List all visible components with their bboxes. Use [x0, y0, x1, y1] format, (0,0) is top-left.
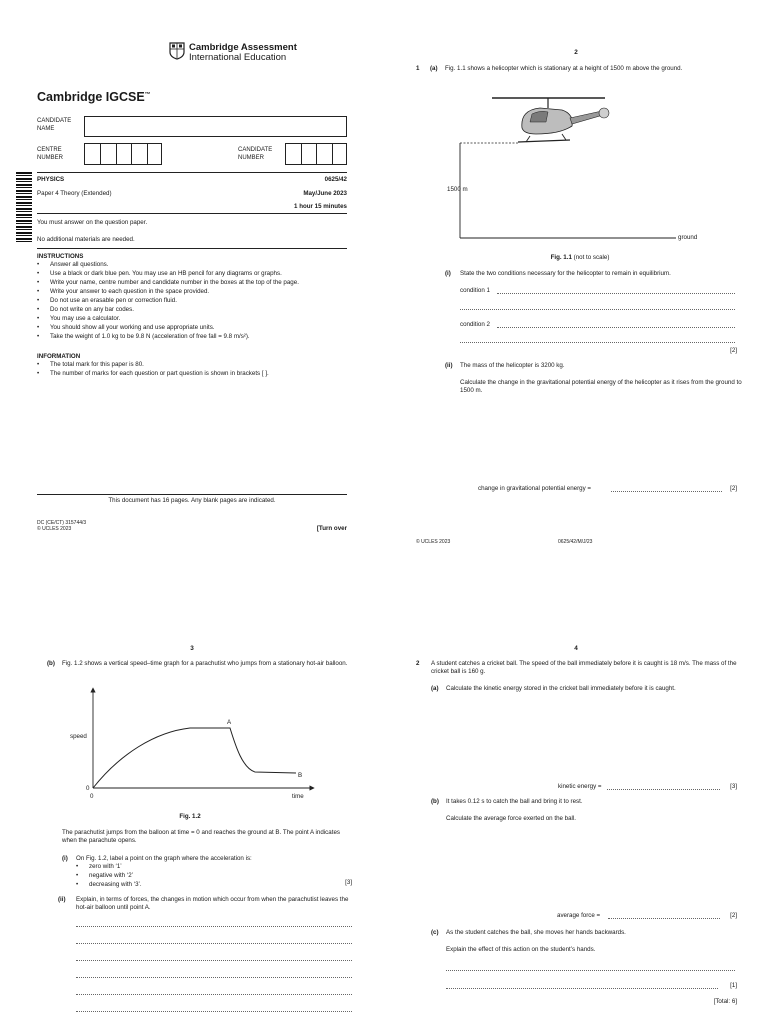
part-label: (a)	[430, 65, 438, 72]
footer-code: 0625/42/M/J/23	[558, 539, 593, 545]
cambridge-logo	[169, 42, 185, 60]
page-number: 2	[574, 49, 578, 56]
reference-code: DC (CE/CT) 315744/3	[37, 520, 87, 526]
crest-icon	[169, 42, 185, 60]
marks: [2]	[730, 485, 737, 492]
copyright: © UCLES 2023	[37, 526, 72, 532]
brand-title	[37, 90, 151, 106]
sub-part-label: (i)	[445, 270, 451, 277]
candidate-number-label: CANDIDATE NUMBER	[238, 147, 273, 161]
materials-note: No additional materials are needed.	[37, 236, 135, 243]
rule-footer	[37, 494, 347, 495]
candidate-number-field[interactable]	[285, 143, 347, 165]
ground-label: ground	[678, 234, 698, 241]
answer-line[interactable]	[611, 491, 722, 492]
brand-name: Cambridge IGCSE	[37, 90, 145, 104]
sub-part-label: (i)	[62, 855, 68, 862]
x-axis-label: time	[292, 793, 304, 800]
answer-line[interactable]	[446, 970, 735, 971]
helicopter-diagram	[440, 88, 740, 248]
instruction-item: • Answer all questions.	[37, 261, 347, 269]
question-number: 1	[416, 65, 420, 72]
sub-part-text: State the two conditions necessary for the helicopter to remain in equilibrium.	[460, 270, 671, 277]
barcode	[16, 172, 32, 242]
figure-caption	[520, 254, 640, 262]
rule-3	[37, 248, 347, 249]
turn-over: [Turn over	[316, 525, 347, 532]
part-text: Explain the effect of this action on the student’s hands.	[446, 946, 596, 953]
duration: 1 hour 15 minutes	[294, 203, 347, 210]
label-list	[76, 863, 276, 890]
paragraph: The parachutist jumps from the balloon at time = 0 and reaches the ground at B. The point A indicates when the parachute opens.	[62, 829, 340, 844]
part-label: (c)	[431, 929, 439, 936]
origin-x-label: 0	[90, 793, 94, 800]
page-count-note: This document has 16 pages. Any blank pages are indicated.	[108, 497, 276, 504]
marks: [2]	[730, 347, 737, 354]
answer-line[interactable]	[76, 1011, 352, 1012]
condition-1-label: condition 1	[460, 287, 490, 294]
paper-title: Paper 4 Theory (Extended)	[37, 190, 112, 197]
instruction-item: • You may use a calculator.	[37, 315, 347, 323]
speed-time-graph	[60, 684, 330, 804]
information-item: • The total mark for this paper is 80.	[37, 361, 347, 369]
marks: [3]	[730, 783, 737, 790]
point-b-label: B	[298, 772, 303, 779]
part-label: (a)	[431, 685, 439, 692]
answer-label: average force =	[557, 912, 601, 919]
instruction-item: • Take the weight of 1.0 kg to be 9.8 N (acceleration of free fall = 9.8 m/s²).	[37, 333, 347, 341]
answer-line[interactable]	[76, 994, 352, 995]
sub-part-text: On Fig. 1.2, label a point on the graph where the acceleration is:	[76, 855, 252, 862]
candidate-name-label: CANDIDATE NAME	[37, 118, 72, 132]
height-label: 1500 m	[447, 186, 468, 193]
sub-part-label: (ii)	[445, 362, 453, 369]
label-item: • negative with ‘2’	[76, 872, 276, 880]
condition-2-label: condition 2	[460, 321, 490, 328]
answer-line[interactable]	[607, 789, 720, 790]
marks: [1]	[730, 982, 737, 989]
condition-1-line-2[interactable]	[460, 309, 735, 310]
question-text: Fig. 1.2 shows a vertical speed–time graph for a parachutist who jumps from a stationary hot-air balloon.	[62, 660, 348, 667]
centre-number-label: CENTRE NUMBER	[37, 147, 64, 161]
figure-caption-note: (not to scale)	[573, 254, 610, 261]
logo-line-2: International Education	[189, 52, 287, 63]
point-a-label: A	[227, 719, 232, 726]
sub-part-text: Calculate the change in the gravitational potential energy of the helicopter as it rises from the ground to 1500 m.	[460, 379, 742, 394]
label-item: • zero with ‘1’	[76, 863, 276, 871]
instruction-item: • Write your name, centre number and candidate number in the boxes at the top of the page.	[37, 279, 347, 287]
instruction-item: • Use a black or dark blue pen. You may use an HB pencil for any diagrams or graphs.	[37, 270, 347, 278]
instruction-item: • Do not write on any bar codes.	[37, 306, 347, 314]
session: May/June 2023	[303, 190, 347, 197]
question-number: 2	[416, 660, 420, 667]
part-text: Calculate the average force exerted on the ball.	[446, 815, 577, 822]
part-text: As the student catches the ball, she moves her hands backwards.	[446, 929, 626, 936]
instructions-heading: INSTRUCTIONS	[37, 253, 84, 260]
label-item: • decreasing with ‘3’.	[76, 881, 276, 889]
answer-line[interactable]	[446, 988, 718, 989]
instruction-item: • You should show all your working and use appropriate units.	[37, 324, 347, 332]
trademark-symbol: ™	[144, 91, 151, 98]
instructions-list	[37, 261, 347, 341]
question-text: A student catches a cricket ball. The speed of the ball immediately before it is caught is 18 m/s. The mass of the cricket ball is 160 g.	[431, 660, 737, 675]
helicopter-icon	[492, 98, 609, 142]
question-text: Fig. 1.1 shows a helicopter which is stationary at a height of 1500 m above the ground.	[445, 65, 683, 72]
sub-part-label: (ii)	[58, 896, 66, 903]
centre-number-field[interactable]	[84, 143, 162, 165]
part-text: It takes 0.12 s to catch the ball and bring it to rest.	[446, 798, 583, 805]
candidate-name-field[interactable]	[84, 116, 347, 137]
figure-caption-number: Fig. 1.1	[550, 254, 572, 261]
y-axis-label: speed	[70, 733, 87, 740]
part-label: (b)	[431, 798, 439, 805]
speed-curve	[93, 728, 296, 788]
figure-caption: Fig. 1.2	[179, 813, 201, 820]
instruction-item: • Do not use an erasable pen or correction fluid.	[37, 297, 347, 305]
information-item: • The number of marks for each question or part question is shown in brackets [ ].	[37, 370, 347, 378]
marks: [3]	[345, 879, 352, 886]
condition-1-line[interactable]	[497, 293, 735, 294]
answer-line[interactable]	[76, 977, 352, 978]
part-label: (b)	[47, 660, 55, 667]
answer-label: change in gravitational potential energy =	[478, 485, 592, 492]
answer-line[interactable]	[76, 943, 352, 944]
condition-2-line-2[interactable]	[460, 342, 735, 343]
rule-2	[37, 213, 347, 214]
answer-line[interactable]	[76, 926, 352, 927]
question-total: [Total: 6]	[713, 998, 737, 1005]
page-number: 4	[574, 645, 578, 652]
part-text: Calculate the kinetic energy stored in the cricket ball immediately before it is caught.	[446, 685, 676, 692]
sub-part-text: The mass of the helicopter is 3200 kg.	[460, 362, 565, 369]
marks: [2]	[730, 912, 737, 919]
information-list	[37, 361, 347, 379]
page-number: 3	[190, 645, 194, 652]
condition-2-line[interactable]	[497, 327, 735, 328]
information-heading: INFORMATION	[37, 353, 81, 360]
sub-part-text: Explain, in terms of forces, the changes in motion which occur from when the parachutist leaves the hot-air balloon until point A.	[76, 896, 349, 911]
answer-label: kinetic energy =	[558, 783, 602, 790]
rule-top	[37, 172, 347, 173]
subject: PHYSICS	[37, 176, 65, 183]
origin-y-label: 0	[86, 785, 90, 792]
answer-line[interactable]	[608, 918, 720, 919]
instruction-item: • Write your answer to each question in the space provided.	[37, 288, 347, 296]
logo-line-1: Cambridge Assessment	[189, 42, 297, 53]
answer-note: You must answer on the question paper.	[37, 219, 148, 226]
answer-line[interactable]	[76, 960, 352, 961]
footer-copyright: © UCLES 2023	[416, 539, 451, 545]
paper-code: 0625/42	[324, 176, 347, 183]
